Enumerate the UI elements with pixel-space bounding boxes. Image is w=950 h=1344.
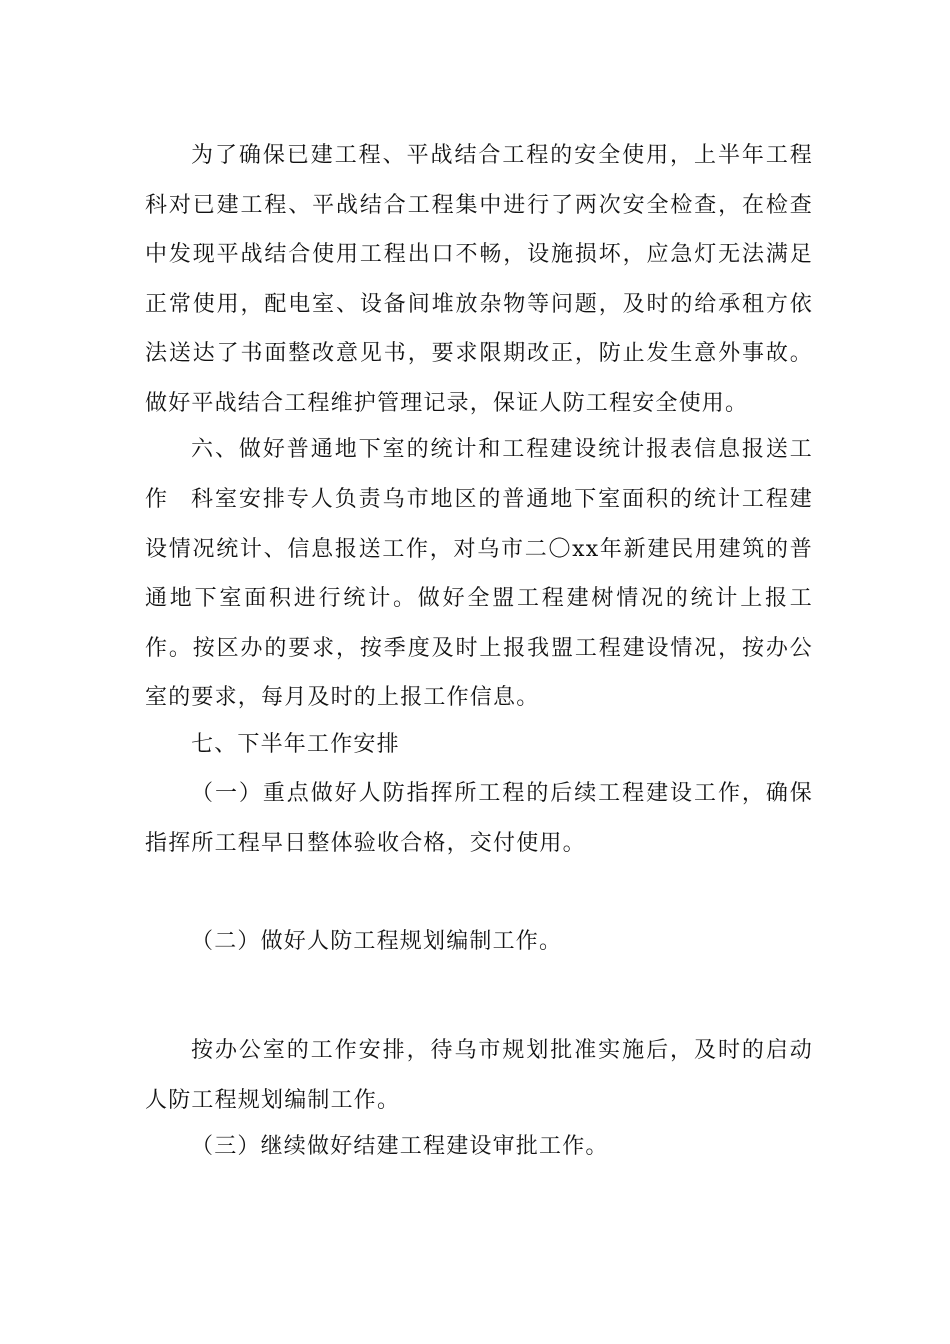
heading-section-seven: 七、下半年工作安排: [191, 732, 400, 757]
paragraph-safety-inspection: 为了确保已建工程、平战结合工程的安全使用，上半年工程科对已建工程、平战结合工程集中进行了两次安全检查，在检查中发现平战结合使用工程出口不畅，设施损坏，应急灯无法满足正常使用，配电室、设备间堆放杂物等问题，及时的给承租方依法送达了书面整改意见书，要求限期改正，防止发生意外事故。做好平战结合工程维护管理记录，保证人防工程安全使用。: [145, 143, 813, 416]
paragraph-item-one: （一）重点做好人防指挥所工程的后续工程建设工作，确保指挥所工程早日整体验收合格，交付使用。: [145, 781, 813, 856]
paragraph-basement-statistics: 科室安排专人负责乌市地区的普通地下室面积的统计工程建设情况统计、信息报送工作，对乌市二〇xx年新建民用建筑的普通地下室面积进行统计。做好全盟工程建树情况的统计上报工作。按区办的要求，按季度及时上报我盟工程建设情况，按办公室的要求，每月及时的上报工作信息。: [145, 487, 813, 710]
paragraph-planning: 按办公室的工作安排，待乌市规划批准实施后，及时的启动人防工程规划编制工作。: [145, 1038, 813, 1113]
paragraph-item-two: （二）做好人防工程规划编制工作。: [191, 929, 563, 954]
paragraph-item-three: （三）继续做好结建工程建设审批工作。: [191, 1134, 609, 1159]
heading-section-six: 六、做好普通地下室的统计和工程建设统计报表信息报送工作: [145, 437, 813, 512]
